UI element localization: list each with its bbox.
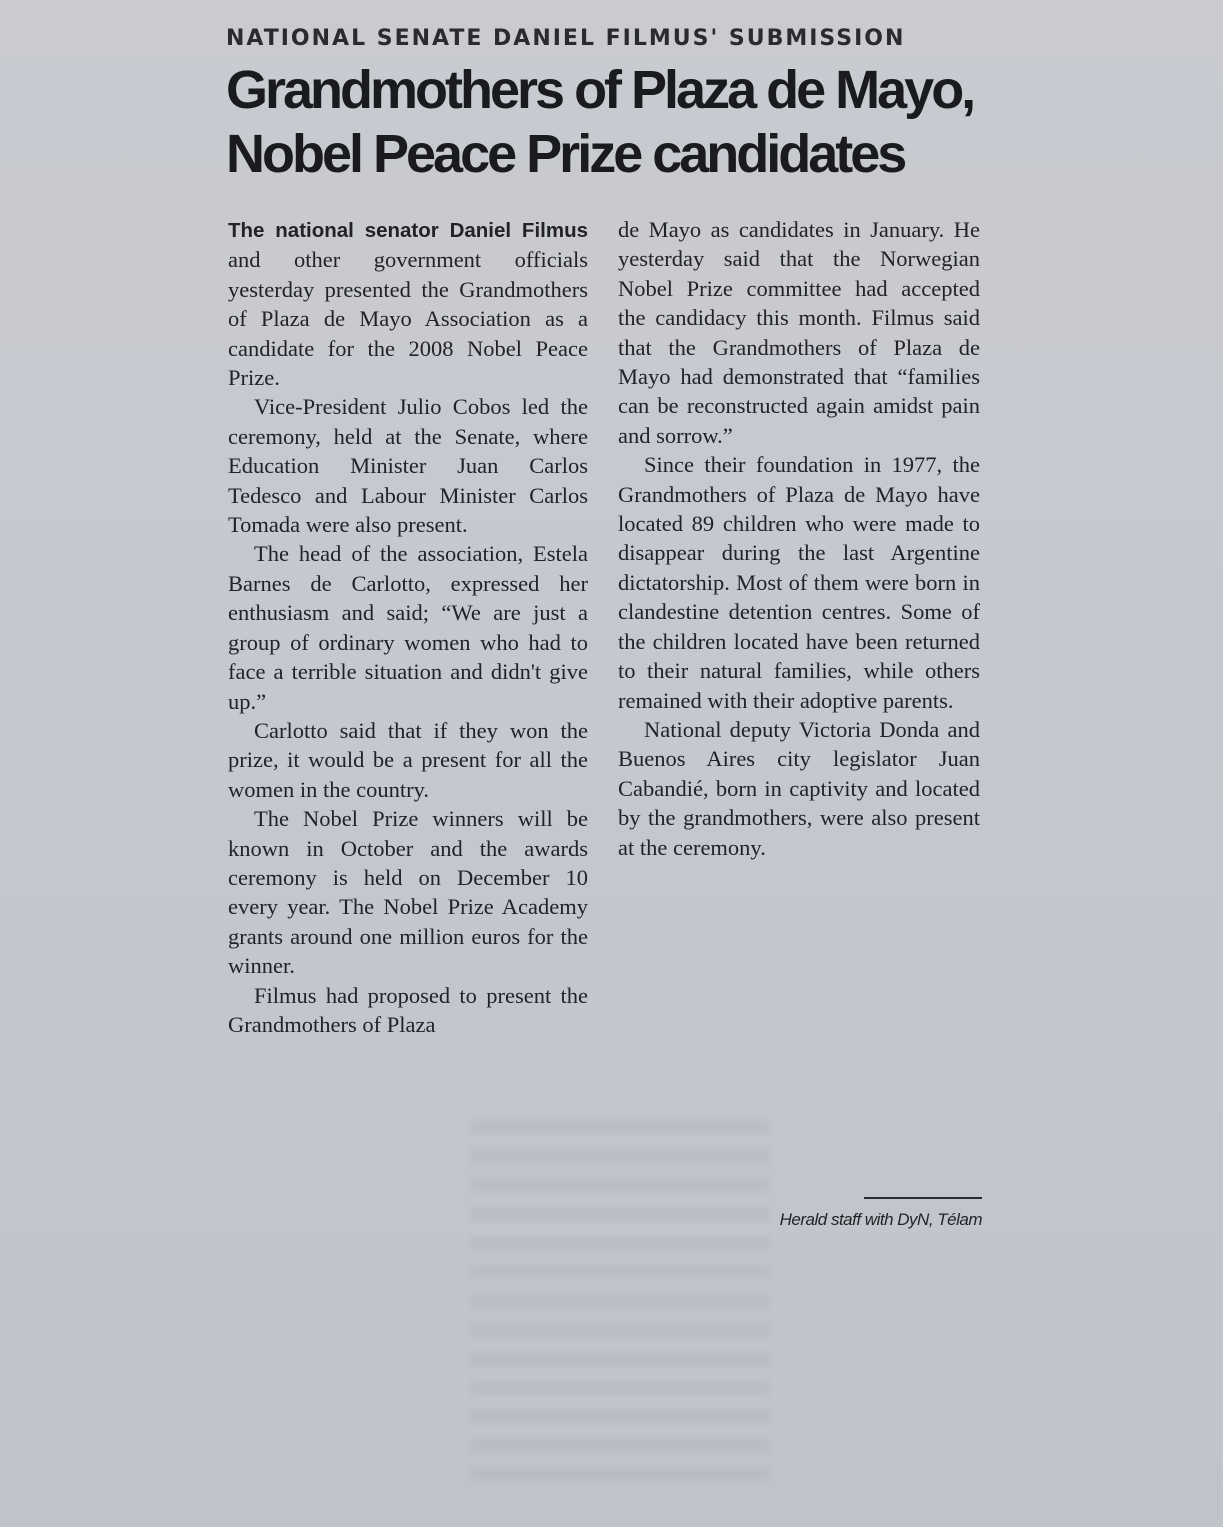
headline-line-1: Grandmothers of Plaza de Mayo, (226, 60, 974, 120)
paragraph: The head of the association, Estela Barnes de Carlotto, expressed her enthusiasm and said; “We are just a group of ordinary women who had to face a terrible situation and didn't give up.” (228, 541, 588, 714)
show-through-text (470, 1120, 770, 1480)
article-credit: Herald staff with DyN, Télam (779, 1210, 982, 1229)
paragraph: National deputy Victoria Donda and Buenos Aires city legislator Juan Cabandié, born in captivity and located by the grandmothers, were also present at the ceremony. (618, 716, 980, 860)
paragraph: Filmus had proposed to present the Grandmothers of Plaza (228, 982, 588, 1037)
paragraph-text: and other government officials yesterday presented the Grandmothers of Plaza de Mayo Association as a candidate for the 2008 Nobel Peace Prize. (228, 247, 588, 391)
paragraph: Vice-President Julio Cobos led the ceremony, held at the Senate, where Education Minister Juan Carlos Tedesco and Labour Minister Carlos Tomada were also present. (228, 394, 588, 538)
credit-divider (864, 1197, 982, 1199)
newspaper-clipping (226, 20, 986, 1229)
article-kicker: NATIONAL SENATE DANIEL FILMUS' SUBMISSION (226, 26, 906, 51)
paragraph: de Mayo as candidates in January. He yesterday said that the Norwegian Nobel Prize committee had accepted the candidacy this month. Filmus said that the Grandmothers of Plaza de Mayo had demonstrated that “families can be reconstructed again amidst pain and sorrow.” (618, 217, 980, 448)
paragraph: Since their foundation in 1977, the Grandmothers of Plaza de Mayo have located 89 children who were made to disappear during the last Argentine dictatorship. Most of them were born in clandestine detention centres. Some of the children located have been returned to their natural families, while others remained with their adoptive parents. (618, 452, 980, 713)
paragraph: The Nobel Prize winners will be known in October and the awards ceremony is held on December 10 every year. The Nobel Prize Academy grants around one million euros for the winner. (228, 806, 588, 979)
paragraph: Carlotto said that if they won the prize, it would be a present for all the women in the country. (228, 717, 588, 802)
headline-line-2: Nobel Peace Prize candidates (226, 124, 905, 184)
column-left (228, 215, 588, 1039)
lead-in: The national senator Daniel Filmus (228, 219, 588, 242)
paragraph (228, 215, 588, 392)
column-right (618, 215, 980, 862)
article-headline (226, 58, 986, 186)
